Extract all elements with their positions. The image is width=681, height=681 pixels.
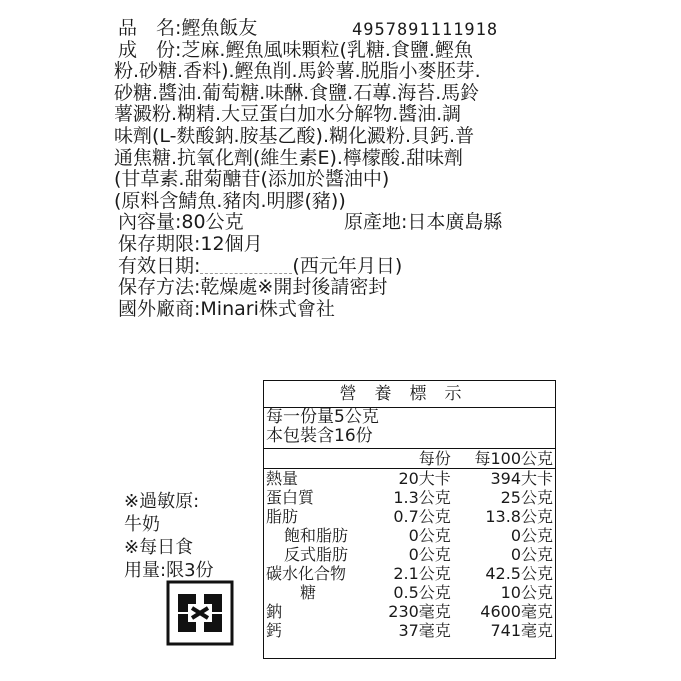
nutrient-name: 鈉 — [266, 602, 283, 621]
nutrient-per-serving: 20大卡 — [398, 469, 451, 488]
nutrient-per-100g: 741毫克 — [490, 621, 553, 640]
net-content: 內容量:80公克 — [118, 211, 244, 234]
nutrient-name: 鈣 — [266, 621, 283, 640]
ingredient-line: (原料含鯖魚.豬肉.明膠(豬)) — [114, 189, 346, 212]
nutrition-row — [264, 564, 555, 583]
serving-info — [264, 408, 555, 449]
barcode-number: 4957891111918 — [352, 20, 499, 40]
allergen-item: 牛奶 — [124, 514, 160, 535]
allergy-info — [124, 490, 214, 582]
nutrient-per-100g: 10公克 — [500, 583, 553, 602]
nutrient-per-100g: 0公克 — [510, 526, 553, 545]
col-per-100g: 每100公克 — [453, 449, 555, 469]
ingredient-line: 砂糖.醬油.葡萄糖.味醂.食鹽.石蓴.海苔.馬鈴 — [114, 81, 480, 104]
nutrient-name: 熱量 — [266, 469, 299, 488]
nutrition-header-row — [264, 449, 555, 469]
nutrient-per-serving: 37毫克 — [398, 621, 451, 640]
nutrient-per-serving: 0公克 — [408, 545, 451, 564]
nutrient-name: 反式脂肪 — [284, 545, 349, 564]
expiry-label: 有效日期: — [118, 254, 201, 277]
nutrient-name: 碳水化合物 — [266, 564, 347, 583]
ingredient-line: 薯澱粉.糊精.大豆蛋白加水分解物.醬油.調 — [114, 103, 462, 126]
content-origin-row — [118, 212, 568, 234]
shelf-life: 保存期限:12個月 — [118, 232, 263, 255]
serving-size: 每一份量5公克 — [266, 407, 379, 427]
nutrition-row — [264, 469, 555, 489]
nutrient-name: 蛋白質 — [266, 488, 315, 507]
nutrition-row — [264, 602, 555, 621]
storage-method: 保存方法:乾燥處※開封後請密封 — [118, 276, 388, 299]
nutrient-per-serving: 0.5公克 — [393, 583, 451, 602]
nutrition-facts-table — [263, 380, 556, 659]
nutrition-row — [264, 507, 555, 526]
nutrient-per-serving: 2.1公克 — [393, 564, 451, 583]
nutrient-per-100g: 25公克 — [500, 488, 553, 507]
col-per-serving: 每份 — [370, 449, 452, 469]
nutrient-per-serving: 0公克 — [408, 526, 451, 545]
manufacturer: 國外廠商:Minari株式會社 — [118, 297, 335, 320]
ingredient-line: 味劑(L-麩酸鈉.胺基乙酸).糊化澱粉.貝鈣.普 — [114, 124, 475, 147]
nutrient-per-serving: 1.3公克 — [393, 488, 451, 507]
ingredient-line: (甘草素.甜菊醣苷(添加於醬油中) — [114, 168, 390, 191]
nutrient-per-100g: 13.8公克 — [485, 507, 553, 526]
daily-intake-title: ※每日食 — [124, 537, 194, 558]
recycling-icon — [166, 580, 234, 646]
nutrient-per-100g: 42.5公克 — [485, 564, 553, 583]
nutrition-title: 營養標示 — [264, 381, 555, 408]
ingredient-line: 通焦糖.抗氧化劑(維生素E).檸檬酸.甜味劑 — [114, 146, 463, 169]
origin: 原產地:日本廣島縣 — [344, 211, 503, 234]
expiry-format: (西元年月日) — [292, 254, 403, 277]
nutrient-name: 飽和脂肪 — [284, 526, 349, 545]
allergen-title: ※過敏原: — [124, 491, 200, 512]
nutrient-per-100g: 0公克 — [510, 545, 553, 564]
daily-intake-limit: 用量:限3份 — [124, 560, 214, 581]
nutrition-rows — [264, 449, 555, 640]
nutrient-name: 糖 — [300, 583, 317, 602]
nutrition-row — [264, 621, 555, 640]
product-label — [114, 17, 568, 320]
ingredient-line: 粉.砂糖.香料).鰹魚削.馬鈴薯.脱脂小麥胚芽. — [114, 60, 481, 83]
nutrient-per-serving: 0.7公克 — [393, 507, 451, 526]
nutrition-row — [264, 526, 555, 545]
expiry-row — [118, 256, 568, 278]
nutrient-per-serving: 230毫克 — [388, 602, 451, 621]
nutrient-per-100g: 394大卡 — [490, 469, 553, 488]
expiry-blank — [200, 259, 292, 274]
ingredient-line: 成 份:芝麻.鰹魚風味顆粒(乳糖.食鹽.鰹魚 — [118, 38, 473, 61]
nutrient-per-100g: 4600毫克 — [480, 602, 553, 621]
product-name: 品 名:鰹魚飯友 — [118, 17, 258, 39]
nutrient-name: 脂肪 — [266, 507, 299, 526]
servings-per-package: 本包裝含16份 — [266, 426, 373, 446]
nutrition-row — [264, 545, 555, 564]
nutrition-row — [264, 488, 555, 507]
nutrition-row — [264, 583, 555, 602]
